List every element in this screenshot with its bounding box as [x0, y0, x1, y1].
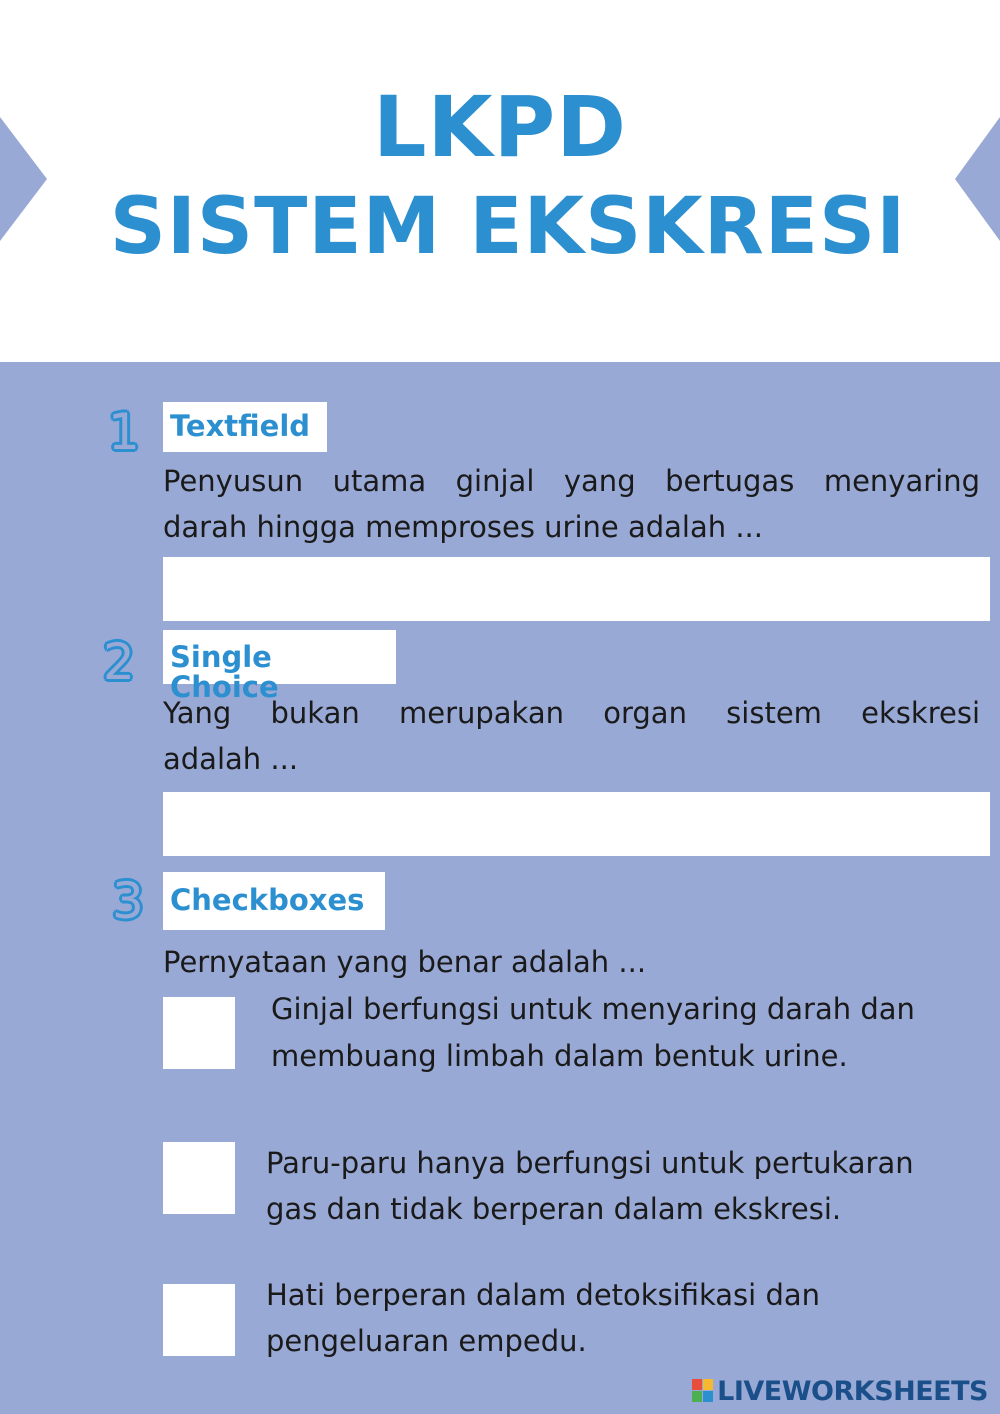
question-text-1-line2: darah hingga memproses urine adalah ... [163, 510, 763, 544]
question-text-2-line1: Yang bukan merupakan organ sistem ekskresi [163, 696, 980, 730]
option-text-1-line1: Ginjal berfungsi untuk menyaring darah dan [271, 992, 915, 1026]
option-text-3-line2: pengeluaran empedu. [266, 1324, 587, 1358]
page-title-line2: SISTEM EKSKRESI [109, 182, 907, 272]
option-text-2-line2: gas dan tidak berperan dalam ekskresi. [266, 1192, 842, 1226]
option-checkbox-2[interactable] [163, 1142, 235, 1214]
question-number-2: 2 [103, 633, 135, 691]
answer-dropdown-2[interactable] [163, 792, 990, 856]
answer-textfield-1[interactable] [163, 557, 990, 621]
liveworksheets-brand[interactable] [692, 1376, 988, 1406]
question-type-label-1: Textfield [163, 402, 327, 452]
question-text-1-line1: Penyusun utama ginjal yang bertugas menyaring [163, 464, 980, 498]
liveworksheets-logo-icon [692, 1379, 714, 1403]
option-text-2-line1: Paru-paru hanya berfungsi untuk pertukaran [266, 1146, 914, 1180]
option-text-1-line2: membuang limbah dalam bentuk urine. [271, 1039, 848, 1073]
option-checkbox-3[interactable] [163, 1284, 235, 1356]
question-text-3: Pernyataan yang benar adalah ... [163, 945, 647, 979]
question-text-2-line2: adalah ... [163, 742, 299, 776]
liveworksheets-brand-text: LIVEWORKSHEETS [717, 1375, 988, 1407]
question-number-3: 3 [112, 872, 144, 930]
question-type-label-3: Checkboxes [163, 872, 385, 930]
option-checkbox-1[interactable] [163, 997, 235, 1069]
option-text-3-line1: Hati berperan dalam detoksifikasi dan [266, 1278, 821, 1312]
question-type-label-2: Single Choice [163, 630, 396, 684]
question-number-1: 1 [108, 403, 140, 461]
page-title-line1: LKPD [373, 78, 627, 176]
header [0, 0, 1000, 362]
